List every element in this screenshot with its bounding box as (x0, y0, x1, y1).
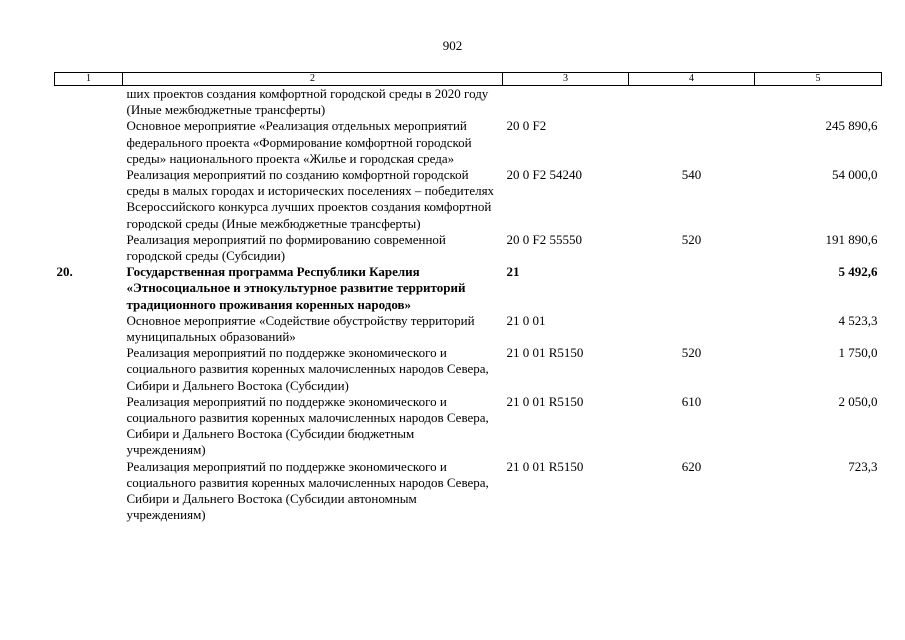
table-header (55, 73, 882, 86)
row-name: Основное мероприятие «Содействие обустройству территорий муниципальных образований» (126, 312, 475, 345)
row-name: Основное мероприятие «Реализация отдельных мероприятий федерального проекта «Формирование комфортной городской среды» национального проекта «Жилье и городская среда» (126, 118, 472, 166)
row-name: Реализация мероприятий по поддержке экономического и социального развития коренных малочисленных народов Севера, Сибири и Дальнего Востока (Субсидии) (126, 345, 489, 393)
header-col-1: 1 (55, 73, 123, 86)
row-code: 20 0 F2 54240 (506, 167, 582, 183)
row-expense-type (629, 264, 755, 313)
header-col-2: 2 (123, 73, 503, 86)
row-number (55, 167, 123, 232)
table-row (55, 118, 882, 167)
row-number: 20. (56, 264, 73, 280)
header-col-5: 5 (755, 73, 882, 86)
row-amount: 245 890,6 (825, 118, 878, 134)
row-code: 21 0 01 R5150 (506, 345, 584, 361)
row-name: Реализация мероприятий по созданию комфортной городской среды в малых городах и исторических поселениях – победителях Всероссийского конкурса лучших проектов создания комфортной городской среды (Иные межбюджетные трансферты) (126, 167, 495, 231)
row-amount: 2 050,0 (838, 393, 878, 409)
table-row (55, 167, 882, 232)
table-row (55, 345, 882, 394)
header-col-4: 4 (629, 73, 755, 86)
row-code: 20 0 F2 55550 (506, 231, 582, 247)
row-number (55, 86, 123, 119)
row-amount: 191 890,6 (825, 231, 878, 247)
row-code (503, 86, 629, 119)
row-number (55, 394, 123, 459)
row-number (55, 459, 123, 524)
row-name: Реализация мероприятий по поддержке экономического и социального развития коренных малочисленных народов Севера, Сибири и Дальнего Востока (Субсидии автономным учреждениям) (126, 458, 489, 523)
budget-table (54, 72, 882, 523)
row-expense-type (629, 118, 755, 167)
row-name: Реализация мероприятий по формированию современной городской среды (Субсидии) (126, 231, 446, 264)
row-code: 21 (506, 264, 520, 280)
row-expense-type (629, 86, 755, 119)
row-amount: 4 523,3 (838, 312, 878, 328)
table-body (55, 86, 882, 524)
header-row (55, 73, 882, 86)
row-number (55, 118, 123, 167)
row-amount (755, 86, 882, 119)
page-number: 902 (442, 38, 463, 53)
row-name: Реализация мероприятий по поддержке экономического и социального развития коренных малочисленных народов Севера, Сибири и Дальнего Востока (Субсидии бюджетным учреждениям) (126, 393, 489, 458)
table-row (55, 232, 882, 264)
row-expense-type (629, 313, 755, 345)
row-amount: 5 492,6 (838, 264, 878, 280)
table-row (55, 459, 882, 524)
row-name: Государственная программа Республики Карелия «Этносоциальное и этнокультурное развитие территорий традиционного проживания коренных народов» (126, 264, 466, 312)
row-name: ших проектов создания комфортной городской среды в 2020 году (Иные межбюджетные трансферты) (126, 86, 489, 118)
row-expense-type: 610 (681, 393, 702, 409)
header-col-3: 3 (503, 73, 629, 86)
table-row (55, 86, 882, 119)
row-code: 20 0 F2 (506, 118, 547, 134)
row-code: 21 0 01 R5150 (506, 458, 584, 474)
row-code: 21 0 01 (506, 312, 546, 328)
row-number (55, 313, 123, 345)
row-amount: 1 750,0 (838, 345, 878, 361)
table-row (55, 313, 882, 345)
row-expense-type: 620 (681, 458, 702, 474)
table-row (55, 264, 882, 313)
row-number (55, 345, 123, 394)
row-expense-type: 540 (681, 167, 702, 183)
table-row (55, 394, 882, 459)
row-number (55, 232, 123, 264)
row-amount: 54 000,0 (832, 167, 878, 183)
row-expense-type: 520 (681, 231, 702, 247)
row-code: 21 0 01 R5150 (506, 393, 584, 409)
row-amount: 723,3 (848, 458, 878, 474)
row-expense-type: 520 (681, 345, 702, 361)
